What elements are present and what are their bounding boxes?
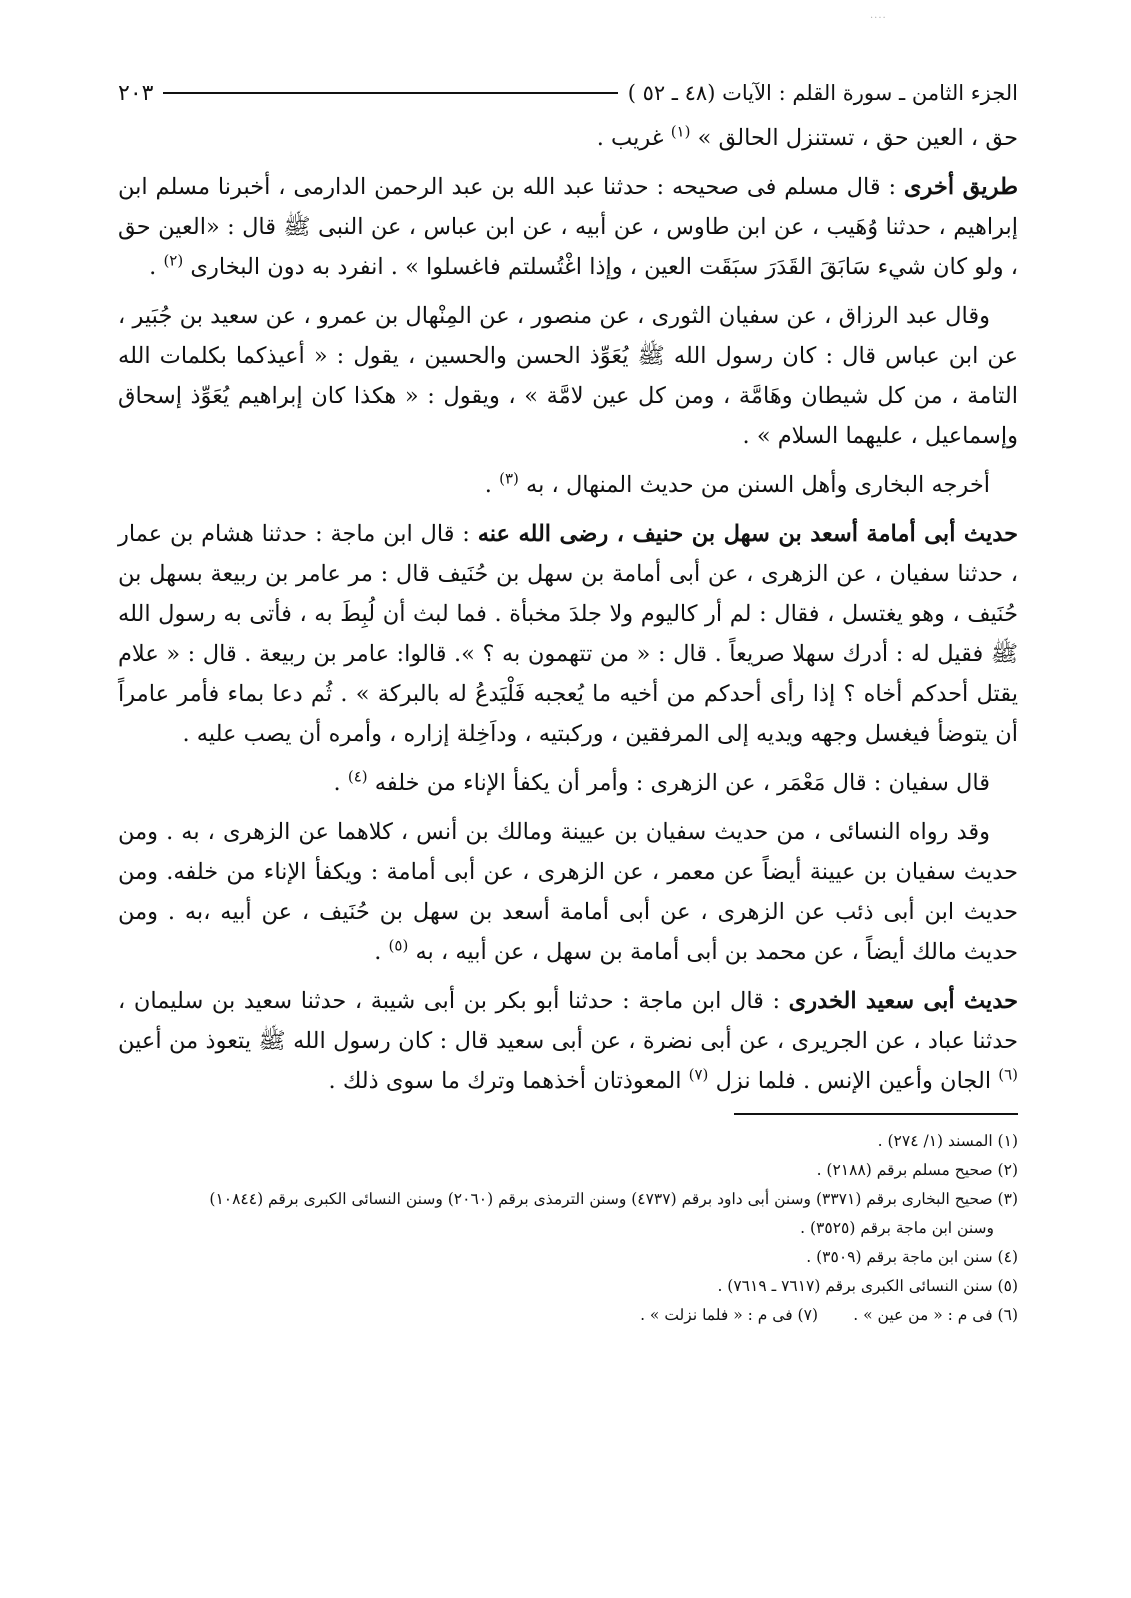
paragraph-6-text: قال سفيان : قال مَعْمَر ، عن الزهرى : وأمر أن يكفأ الإناء من خلفه bbox=[374, 770, 990, 796]
footnote-2: (٢) صحيح مسلم برقم (٢١٨٨) . bbox=[816, 1161, 1018, 1179]
footnote-ref-2: (٢) bbox=[163, 251, 184, 270]
paragraph-7 bbox=[118, 812, 1018, 972]
footnotes bbox=[118, 1127, 1018, 1330]
paragraph-1 bbox=[118, 118, 1018, 158]
paragraph-8-tail: المعوذتان أخذهما وترك ما سوى ذلك . bbox=[328, 1068, 689, 1094]
footnote-3: (٣) صحيح البخارى برقم (٣٣٧١) وسنن أبى داود برقم (٤٧٣٧) وسنن الترمذى برقم (٢٠٦٠) وسنن النسائى الكبرى برقم (١٠٨٤٤) bbox=[209, 1190, 1018, 1208]
section-heading-tariq-ukhra: طريق أخرى bbox=[903, 174, 1018, 200]
paragraph-8-text: : قال ابن ماجة : حدثنا أبو بكر بن أبى شيبة ، حدثنا سعيد بن سليمان ، حدثنا عباد ، عن الجريرى ، عن أبى نضرة ، عن أبى سعيد قال : كان رسول الله ﷺ يتعوذ من أعين bbox=[118, 988, 1018, 1054]
header-rule bbox=[163, 92, 617, 94]
footnote-3-continuation: وسنن ابن ماجة برقم (٣٥٢٥) . bbox=[800, 1219, 994, 1237]
paragraph-5-text: : قال ابن ماجة : حدثنا هشام بن عمار ، حدثنا سفيان ، عن الزهرى ، عن أبى أمامة بن سهل بن حُنَيف قال : مر عامر بن ربيعة بسهل بن حُنَيف ، وهو يغتسل ، فقال : لم أر كاليوم ولا جلدَ مخبأة . فما لبث أن لُبِطَ به ، فأتى به رسول الله ﷺ فقيل له : أدرك سهلا صريعاً . قال : « من تتهمون به ؟ ». قالوا: عامر بن ربيعة . قال : « علام يقتل أحدكم أخاه ؟ إذا رأى أحدكم من أخيه ما يُعجبه فَلْيَدعُ له بالبركة » . ثُم دعا بماء فأمر عامراً أن يتوضأ فيغسل وجهه ويديه إلى المرفقين ، وركبتيه ، وداَخِلة إزاره ، وأمره أن يصب عليه . bbox=[118, 521, 1018, 747]
paragraph-4-text: أخرجه البخارى وأهل السنن من حديث المنهال ، به bbox=[526, 472, 990, 498]
scan-mark: .... bbox=[870, 10, 887, 21]
paragraph-8-middle: الجان وأعين الإنس . فلما نزل bbox=[715, 1068, 999, 1094]
footnote-ref-7: (٧) bbox=[688, 1065, 709, 1084]
footnote-ref-4: (٤) bbox=[347, 767, 368, 786]
page-number: ٢٠٣ bbox=[118, 80, 154, 106]
paragraph-5 bbox=[118, 514, 1018, 754]
paragraph-1-text: حق ، العين حق ، تستنزل الحالق » bbox=[697, 125, 1018, 151]
footnote-4: (٤) سنن ابن ماجة برقم (٣٥٠٩) . bbox=[806, 1248, 1018, 1266]
paragraph-8 bbox=[118, 981, 1018, 1101]
paragraph-7-text: وقد رواه النسائى ، من حديث سفيان بن عيينة ومالك بن أنس ، كلاهما عن الزهرى ، به . ومن حديث سفيان بن عيينة أيضاً عن معمر ، عن الزهرى ، عن أبى أمامة : ويكفأ الإناء من خلفه. ومن حديث ابن أبى ذئب عن الزهرى ، عن أبى أمامة أسعد بن سهل بن حُنَيف ، عن أبيه ،به . ومن حديث مالك أيضاً ، عن محمد بن أبى أمامة بن سهل ، عن أبيه ، به bbox=[118, 819, 1018, 965]
footnote-ref-3: (٣) bbox=[499, 469, 519, 488]
footnote-5: (٥) سنن النسائى الكبرى برقم (٧٦١٧ ـ ٧٦١٩) . bbox=[717, 1277, 1018, 1295]
paragraph-4 bbox=[118, 465, 1018, 505]
main-text bbox=[118, 118, 1018, 1101]
paragraph-7-tail: . bbox=[374, 939, 389, 965]
header-title: الجزء الثامن ـ سورة القلم : الآيات (٤٨ ـ ٥٢ ) bbox=[627, 81, 1018, 105]
footnote-ref-6: (٦) bbox=[998, 1065, 1018, 1084]
footnote-ref-1: (١) bbox=[670, 122, 691, 141]
paragraph-6 bbox=[118, 763, 1018, 803]
section-heading-abu-umama: حديث أبى أمامة أسعد بن سهل بن حنيف ، رضى الله عنه bbox=[477, 521, 1018, 547]
footnote-7: (٧) فى م : « فلما نزلت » . bbox=[640, 1306, 818, 1324]
paragraph-6-tail: . bbox=[333, 770, 348, 796]
footnote-6-7-row bbox=[118, 1301, 1018, 1330]
running-head bbox=[118, 72, 1018, 114]
footnote-separator bbox=[734, 1113, 1018, 1115]
paragraph-3 bbox=[118, 296, 1018, 456]
paragraph-2-tail: . bbox=[149, 254, 164, 280]
paragraph-1-tail: غريب . bbox=[596, 125, 671, 151]
paragraph-2-text: : قال مسلم فى صحيحه : حدثنا عبد الله بن عبد الرحمن الدارمى ، أخبرنا مسلم ابن إبراهيم ، حدثنا وُهَيب ، عن ابن طاوس ، عن أبيه ، عن ابن عباس ، عن النبى ﷺ قال : «العين حق ، ولو كان شيء سَابَقَ القَدَرَ سبَقَت العين ، وإذا اغْتُسلتم فاغسلوا » . انفرد به دون البخارى bbox=[118, 174, 1018, 280]
footnote-ref-5: (٥) bbox=[388, 936, 409, 955]
paragraph-4-tail: . bbox=[484, 472, 500, 498]
footnote-1: (١) المسند (١/ ٢٧٤) . bbox=[877, 1132, 1018, 1150]
paragraph-2 bbox=[118, 167, 1018, 287]
section-heading-abu-said: حديث أبى سعيد الخدرى bbox=[788, 988, 1018, 1014]
document-page bbox=[118, 72, 1018, 1330]
paragraph-3-text: وقال عبد الرزاق ، عن سفيان الثورى ، عن منصور ، عن المِنْهال بن عمرو ، عن سعيد بن جُبَير ، عن ابن عباس قال : كان رسول الله ﷺ يُعَوِّذ الحسن والحسين ، يقول : « أعيذكما بكلمات الله التامة ، من كل شيطان وهَامَّة ، ومن كل عين لامَّة » ، ويقول : « هكذا كان إبراهيم يُعَوِّذ إسحاق وإسماعيل ، عليهما السلام » . bbox=[118, 303, 1018, 449]
footnote-6: (٦) فى م : « من عين » . bbox=[853, 1306, 1018, 1324]
